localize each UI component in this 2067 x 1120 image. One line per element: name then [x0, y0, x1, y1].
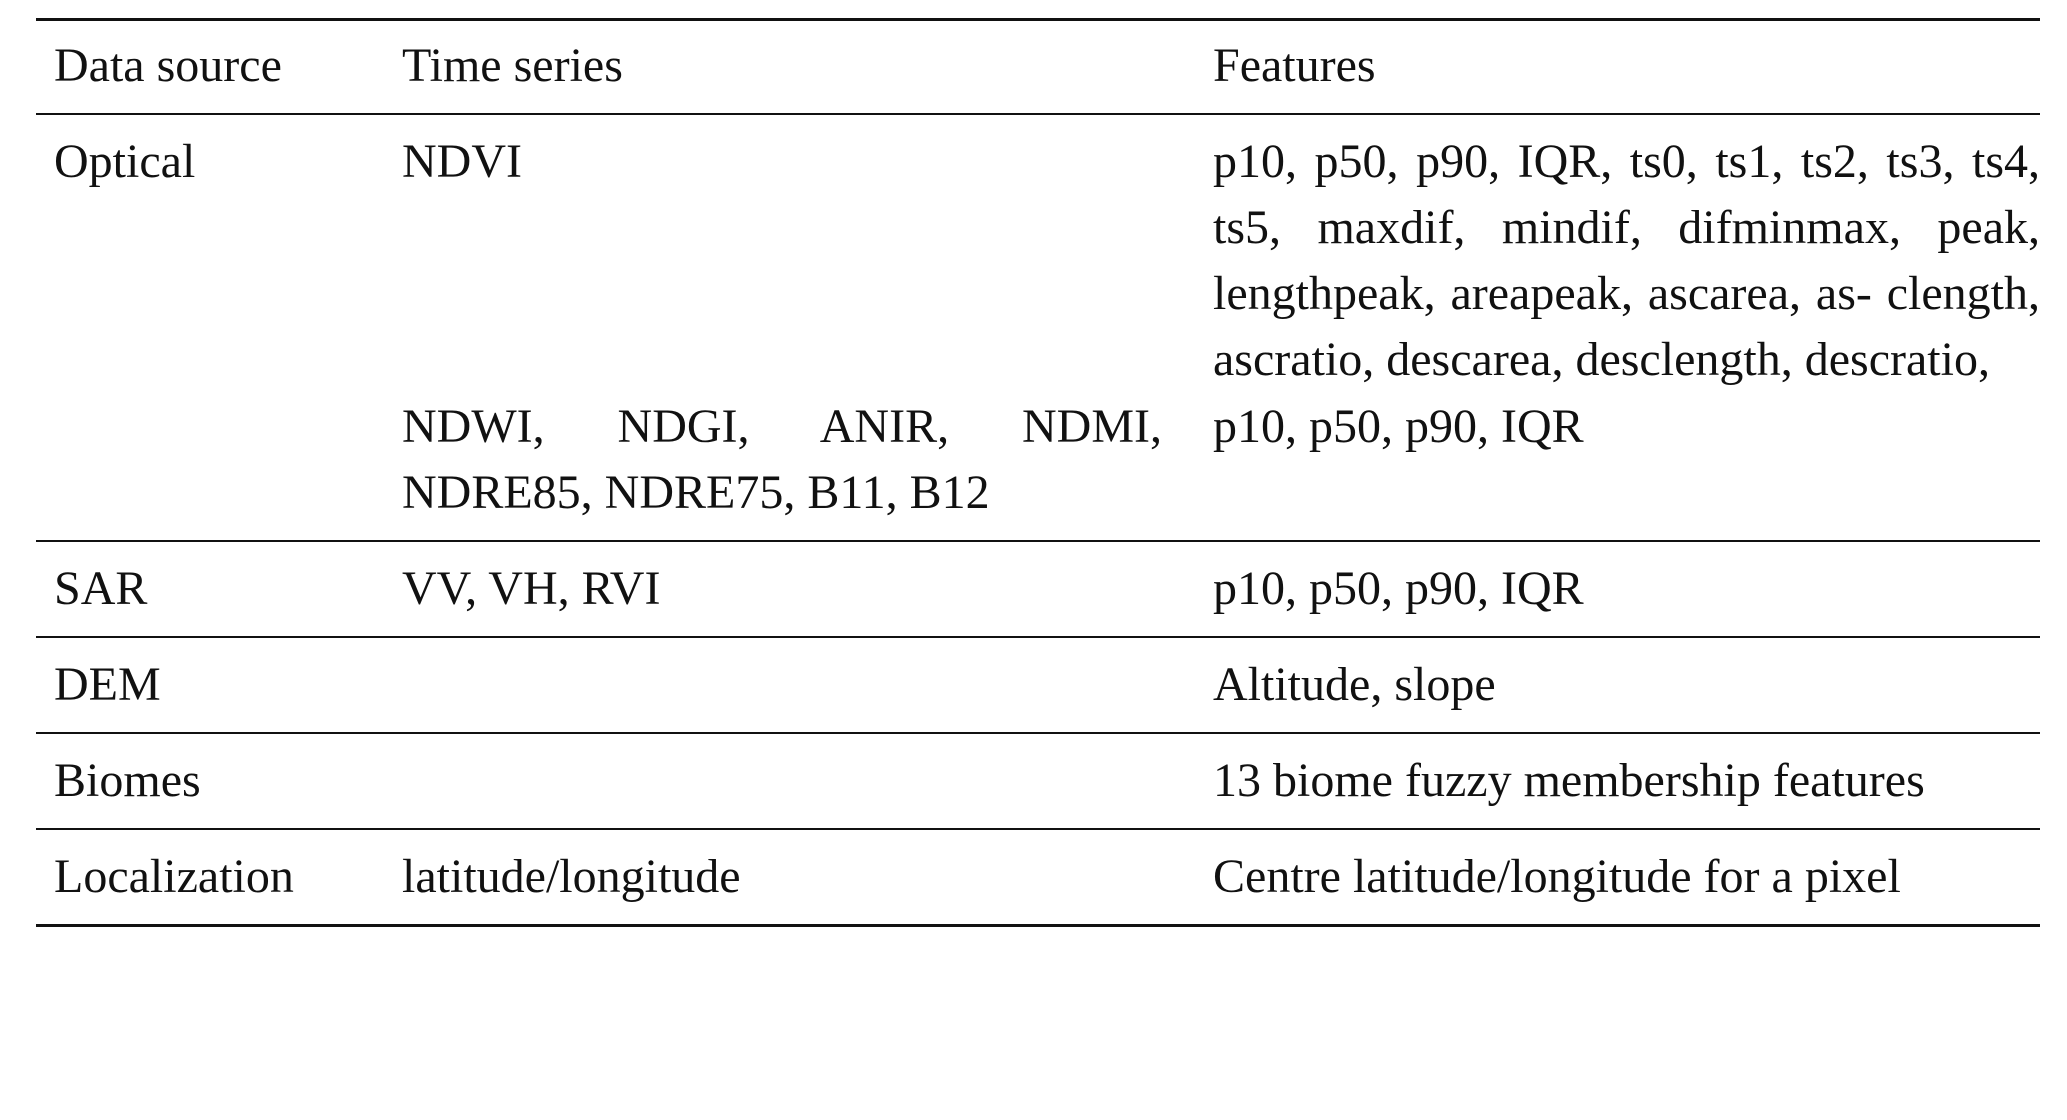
- table-row: [36, 829, 2040, 926]
- header-row: [36, 20, 2040, 115]
- cell-data-source: Optical: [54, 135, 196, 188]
- cell-time-series: latitude/longitude: [402, 850, 741, 903]
- features-table: [36, 18, 2040, 927]
- cell-time-series: [401, 637, 1212, 733]
- cell-features: p10, p50, p90, IQR, ts0, ts1, ts2, ts3, ts4, ts5, maxdif, mindif, difminmax, peak, lengthpeak, areapeak, ascarea, as- clength, ascratio, descarea, desclength, descratio,: [1213, 135, 2040, 386]
- table-row: [36, 114, 2040, 394]
- cell-features: Centre latitude/longitude for a pixel: [1213, 850, 1901, 903]
- cell-time-series: NDVI: [402, 135, 522, 188]
- cell-features: p10, p50, p90, IQR: [1213, 562, 1584, 615]
- table-row: [36, 733, 2040, 829]
- table-row: [36, 541, 2040, 637]
- header-time-series: Time series: [402, 39, 623, 92]
- cell-data-source: Biomes: [54, 754, 201, 807]
- cell-data-source: DEM: [54, 658, 161, 711]
- cell-time-series: [401, 733, 1212, 829]
- cell-time-series: NDWI, NDGI, ANIR, NDMI, NDRE85, NDRE75, B11, B12: [402, 400, 1162, 519]
- table-body: [36, 114, 2040, 926]
- cell-time-series: VV, VH, RVI: [402, 562, 661, 615]
- cell-data-source: SAR: [54, 562, 148, 615]
- cell-data-source: [36, 394, 401, 541]
- table-header: [36, 20, 2040, 115]
- cell-features: 13 biome fuzzy membership features: [1213, 754, 1925, 807]
- cell-features: Altitude, slope: [1213, 658, 1496, 711]
- cell-data-source: Localization: [54, 850, 294, 903]
- header-data-source: Data source: [54, 39, 282, 92]
- header-features: Features: [1213, 39, 1376, 92]
- table-row: [36, 637, 2040, 733]
- cell-features: p10, p50, p90, IQR: [1213, 400, 1584, 453]
- table-row: [36, 394, 2040, 541]
- features-table-container: [36, 18, 2040, 927]
